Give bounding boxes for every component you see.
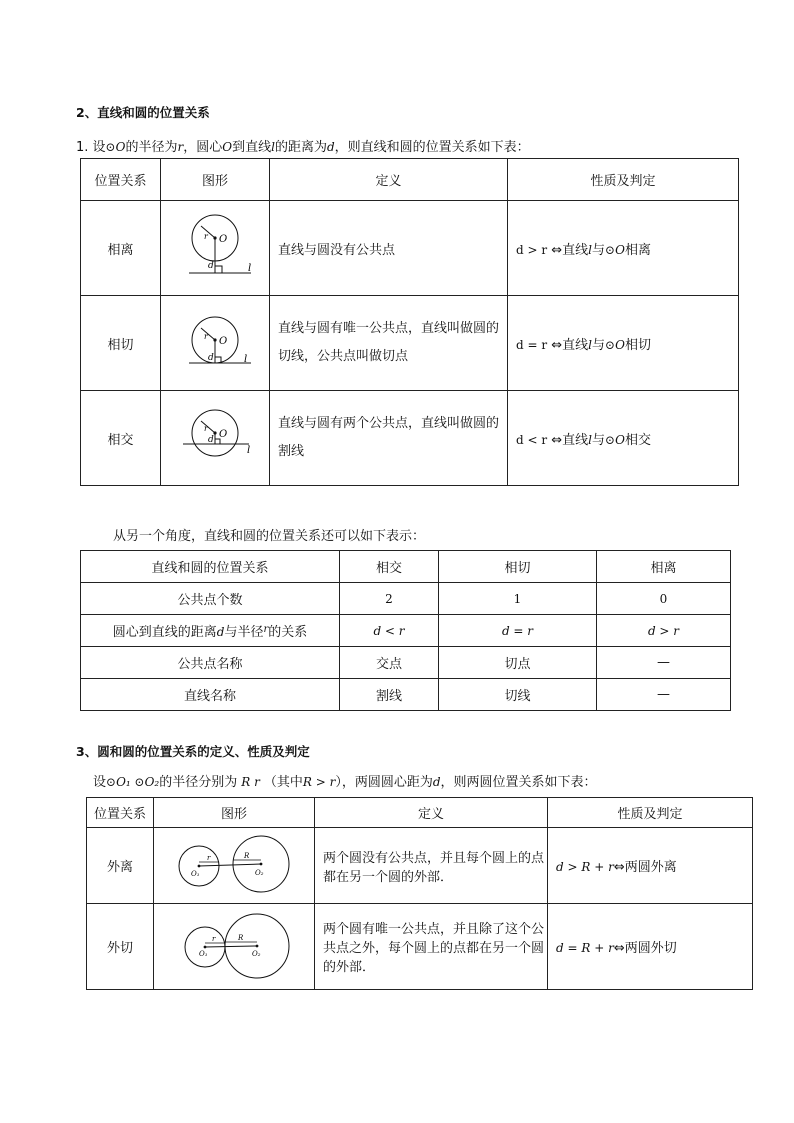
fig-label-d: d bbox=[208, 435, 214, 445]
intro-var-o: O bbox=[222, 140, 233, 154]
intro-radii: R r bbox=[241, 775, 260, 789]
figure-cell bbox=[154, 828, 315, 904]
prop-text: 相交 bbox=[624, 432, 651, 448]
definition-cell: 直线与圆有两个公共点，直线叫做圆的割线 bbox=[270, 391, 508, 486]
fig-label-o1: O₁ bbox=[199, 949, 208, 958]
label-text: 与半径 bbox=[224, 625, 264, 640]
cell-value: d = r bbox=[439, 615, 597, 647]
table2-intro: 从另一个角度，直线和圆的位置关系还可以如下表示： bbox=[113, 529, 426, 544]
definition-cell: 直线与圆没有公共点 bbox=[270, 201, 508, 296]
prop-arrow: ⇔ bbox=[551, 432, 563, 448]
fig-label-o: O bbox=[219, 429, 228, 440]
cell-value: 切点 bbox=[439, 647, 597, 679]
relation-cell: 相切 bbox=[81, 296, 161, 391]
property-cell bbox=[508, 296, 739, 391]
intro-text: ，则两圆位置关系如下表： bbox=[440, 775, 597, 790]
prop-circle: ⊙O bbox=[605, 242, 625, 257]
fig-label-o1: O₁ bbox=[191, 869, 200, 878]
line-circle-table bbox=[80, 158, 739, 486]
header-cell: 相交 bbox=[340, 551, 439, 583]
fig-label-r: r bbox=[204, 424, 208, 433]
cell-value: 交点 bbox=[340, 647, 439, 679]
fig-label-r: r bbox=[204, 332, 208, 341]
secant-line-figure bbox=[175, 401, 255, 471]
intro-text-1: 的半径为 bbox=[125, 140, 178, 155]
definition-cell: 两个圆有唯一公共点，并且除了这个公共点之外，每个圆上的点都在另一个圆的外部． bbox=[315, 904, 548, 990]
circle-circle-table bbox=[86, 797, 753, 990]
relation-cell: 相交 bbox=[81, 391, 161, 486]
table-row bbox=[81, 296, 739, 391]
header-cell: 图形 bbox=[154, 798, 315, 828]
circles-separate-figure bbox=[175, 832, 293, 896]
figure-cell bbox=[154, 904, 315, 990]
figure-cell bbox=[161, 201, 270, 296]
intro-text-3: 到直线 bbox=[232, 140, 272, 155]
intro-var-d: d bbox=[432, 775, 441, 789]
cell-value: 1 bbox=[439, 583, 597, 615]
prop-var-l: l bbox=[588, 337, 593, 352]
row-label: 公共点个数 bbox=[81, 583, 340, 615]
cell-value: — bbox=[597, 647, 731, 679]
prop-text: 与 bbox=[592, 242, 606, 258]
intro-text: （其中 bbox=[263, 775, 303, 790]
header-cell: 定义 bbox=[270, 159, 508, 201]
cell-value: 切线 bbox=[439, 679, 597, 711]
cell-value: d < r bbox=[340, 615, 439, 647]
header-cell: 位置关系 bbox=[87, 798, 154, 828]
table-row bbox=[81, 647, 731, 679]
definition-cell: 直线与圆有唯一公共点，直线叫做圆的切线，公共点叫做切点 bbox=[270, 296, 508, 391]
section-3-intro bbox=[93, 771, 597, 790]
property-cell bbox=[548, 904, 753, 990]
table-row bbox=[81, 583, 731, 615]
relation-cell: 相离 bbox=[81, 201, 161, 296]
fig-label-r: r bbox=[204, 232, 208, 241]
intro-text-2: ，圆心 bbox=[183, 140, 223, 155]
figure-cell bbox=[161, 296, 270, 391]
fig-label-r: r bbox=[207, 853, 211, 862]
table-header-row bbox=[81, 551, 731, 583]
intro-var-d: d bbox=[326, 140, 335, 154]
prop-rhs: 两圆外切 bbox=[624, 941, 677, 956]
table-row bbox=[81, 615, 731, 647]
table-header-row bbox=[81, 159, 739, 201]
prop-circle: ⊙O bbox=[605, 432, 625, 447]
prop-text: 直线 bbox=[562, 337, 589, 353]
fig-label-o2: O₂ bbox=[255, 868, 264, 877]
tangent-line-figure bbox=[175, 306, 255, 376]
prop-text: 相切 bbox=[624, 337, 651, 353]
table-row bbox=[81, 201, 739, 296]
table-header-row bbox=[87, 798, 753, 828]
intro-cond: R > r bbox=[302, 775, 336, 789]
property-cell bbox=[548, 828, 753, 904]
fig-label-l: l bbox=[244, 354, 248, 365]
prop-arrow: ⇔ bbox=[551, 242, 563, 258]
header-cell: 相离 bbox=[597, 551, 731, 583]
section-3-title: 3、圆和圆的位置关系的定义、性质及判定 bbox=[76, 744, 310, 759]
fig-label-l: l bbox=[248, 263, 252, 274]
section-2-intro bbox=[76, 136, 530, 155]
fig-label-o: O bbox=[219, 336, 228, 347]
prop-var-l: l bbox=[588, 432, 593, 447]
prop-lhs: d = r bbox=[516, 337, 548, 352]
prop-text: 相离 bbox=[624, 242, 651, 258]
figure-cell bbox=[161, 391, 270, 486]
fig-label-l: l bbox=[247, 445, 251, 456]
circles-tangent-figure bbox=[175, 910, 293, 980]
intro-var-r: r bbox=[177, 140, 184, 154]
definition-cell: 两个圆没有公共点，并且每个圆上的点都在另一个圆的外部． bbox=[315, 828, 548, 904]
row-label: 直线名称 bbox=[81, 679, 340, 711]
prop-lhs: d < r bbox=[516, 432, 548, 447]
prop-rhs: 两圆外离 bbox=[624, 860, 677, 875]
intro-text-4: 的距离为 bbox=[274, 140, 327, 155]
prop-text: 与 bbox=[592, 432, 606, 448]
fig-label-R: R bbox=[238, 933, 244, 942]
header-cell: 性质及判定 bbox=[508, 159, 739, 201]
table-row bbox=[81, 679, 731, 711]
fig-label-R: R bbox=[244, 851, 250, 860]
intro-prefix: 1. 设 bbox=[76, 140, 106, 155]
label-text: 圆心到直线的距离 bbox=[112, 625, 217, 640]
header-cell: 位置关系 bbox=[81, 159, 161, 201]
intro-text-5: ，则直线和圆的位置关系如下表： bbox=[334, 140, 530, 155]
property-cell bbox=[508, 201, 739, 296]
relation-cell: 外离 bbox=[87, 828, 154, 904]
prop-text: 与 bbox=[592, 337, 606, 353]
header-cell: 相切 bbox=[439, 551, 597, 583]
cell-value: 0 bbox=[597, 583, 731, 615]
prop-arrow: ⇔ bbox=[551, 337, 563, 353]
prop-var-l: l bbox=[588, 242, 593, 257]
fig-label-d: d bbox=[208, 353, 214, 363]
fig-label-o2: O₂ bbox=[252, 949, 261, 958]
intro-circles: ⊙O₁ ⊙O₂ bbox=[106, 775, 160, 789]
header-cell: 性质及判定 bbox=[548, 798, 753, 828]
relation-summary-table bbox=[80, 550, 731, 711]
header-cell: 直线和圆的位置关系 bbox=[81, 551, 340, 583]
table-row bbox=[87, 904, 753, 990]
prop-circle: ⊙O bbox=[605, 337, 625, 352]
cell-value: d > r bbox=[597, 615, 731, 647]
separate-line-figure bbox=[175, 211, 255, 281]
intro-text: 的半径分别为 bbox=[159, 775, 238, 790]
cell-value: 割线 bbox=[340, 679, 439, 711]
prop-lhs: d > R + r bbox=[556, 860, 614, 874]
property-cell bbox=[508, 391, 739, 486]
relation-cell: 外切 bbox=[87, 904, 154, 990]
cell-value: 2 bbox=[340, 583, 439, 615]
intro-var-l: l bbox=[271, 140, 275, 154]
prop-arrow: ⇔ bbox=[613, 860, 625, 875]
cell-value: — bbox=[597, 679, 731, 711]
header-cell: 图形 bbox=[161, 159, 270, 201]
intro-text: ），两圆圆心距为 bbox=[335, 775, 433, 790]
fig-label-r: r bbox=[212, 934, 216, 943]
intro-circle-symbol: ⊙O bbox=[105, 140, 126, 154]
label-text: 的关系 bbox=[268, 625, 308, 640]
prop-text: 直线 bbox=[562, 432, 589, 448]
label-var-r: r bbox=[263, 624, 269, 635]
prop-text: 直线 bbox=[562, 242, 589, 258]
fig-label-d: d bbox=[208, 261, 214, 271]
prop-lhs: d > r bbox=[516, 242, 548, 257]
label-var-d: d bbox=[216, 625, 225, 639]
table-row bbox=[81, 391, 739, 486]
fig-label-o: O bbox=[219, 234, 228, 245]
prop-arrow: ⇔ bbox=[613, 941, 625, 956]
table-row bbox=[87, 828, 753, 904]
row-label bbox=[81, 615, 340, 647]
intro-text: 设 bbox=[93, 775, 107, 790]
row-label: 公共点名称 bbox=[81, 647, 340, 679]
prop-lhs: d = R + r bbox=[556, 941, 614, 955]
header-cell: 定义 bbox=[315, 798, 548, 828]
section-2-title: 2、直线和圆的位置关系 bbox=[76, 105, 210, 120]
